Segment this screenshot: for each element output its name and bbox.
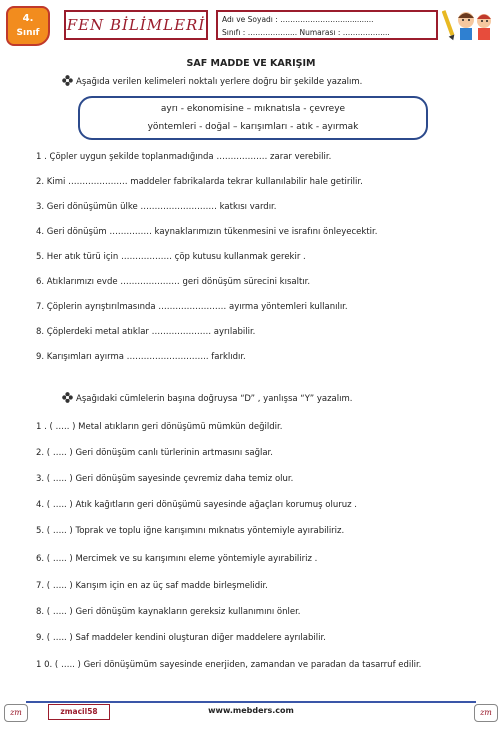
true-false-item-6: 6. ( ….. ) Mercimek ve su karışımını eleme yöntemiyle ayırabiliriz . <box>36 554 318 564</box>
true-false-item-1: 1 . ( ….. ) Metal atıkların geri dönüşümü mümkün değildir. <box>36 422 283 432</box>
footer-divider <box>26 701 476 703</box>
word-bank-line-2: yöntemleri - doğal – karışımları - atık - ayırmak <box>147 122 359 132</box>
left-zm-logo: zm <box>4 704 28 722</box>
section1-instruction <box>62 75 362 87</box>
true-false-item-2: 2. ( ….. ) Geri dönüşüm canlı türlerinin artmasını sağlar. <box>36 448 273 458</box>
true-false-item-3: 3. ( ….. ) Geri dönüşüm sayesinde çevremiz daha temiz olur. <box>36 474 294 484</box>
student-info-box <box>216 10 438 40</box>
fill-blank-item-7: 7. Çöplerin ayrıştırılmasında …………………… ayırma yöntemleri kullanılır. <box>36 302 348 312</box>
subject-title: FEN BİLİMLERİ <box>64 10 208 40</box>
class-line: Sınıfı : ……………..... Numarası : …………….... <box>222 28 390 37</box>
flower-bullet-icon <box>62 392 73 403</box>
footer <box>4 698 498 724</box>
true-false-item-4: 4. ( ….. ) Atık kağıtların geri dönüşümü sayesinde ağaçları korumuş oluruz . <box>36 500 357 510</box>
word-bank-line-1: ayrı - ekonomisine – mıknatısla - çevreye <box>160 104 346 114</box>
true-false-item-8: 8. ( ….. ) Geri dönüşüm kaynakların gereksiz kullanımını önler. <box>36 607 301 617</box>
grade-unit: Sınıf <box>16 28 40 38</box>
name-line: Adı ve Soyadı : …………………….............. <box>222 15 374 24</box>
fill-blank-item-5: 5. Her atık türü için ……………… çöp kutusu kullanmak gerekir . <box>36 252 306 262</box>
fill-blank-item-8: 8. Çöplerdeki metal atıklar ………………… ayrılabilir. <box>36 327 256 337</box>
true-false-item-10: 1 0. ( ….. ) Geri dönüşümüm sayesinde enerjiden, zamandan ve paradan da tasarruf edilir. <box>36 660 422 670</box>
flower-bullet-icon <box>62 75 73 86</box>
students-illustration-icon <box>442 6 496 42</box>
fill-blank-item-2: 2. Kimi ………………… maddeler fabrikalarda tekrar kullanılabilir hale getirilir. <box>36 177 363 187</box>
fill-blank-item-3: 3. Geri dönüşümün ülke ……………………… katkısı vardır. <box>36 202 277 212</box>
grade-badge <box>6 6 50 46</box>
true-false-item-5: 5. ( ….. ) Toprak ve toplu iğne karışımını mıknatıs yöntemiyle ayırabiliriz. <box>36 526 345 536</box>
worksheet-code: zmacil58 <box>48 704 110 720</box>
right-zm-logo: zm <box>474 704 498 722</box>
fill-blank-item-6: 6. Atıklarımızı evde ………………… geri dönüşüm sürecini kısaltır. <box>36 277 311 287</box>
section2-instruction-text: Aşağıdaki cümlelerin başına doğruysa “D” , yanlışsa “Y” yazalım. <box>76 394 353 404</box>
section2-instruction <box>62 392 352 404</box>
word-bank <box>78 96 428 140</box>
true-false-item-7: 7. ( ….. ) Karışım için en az üç saf madde birleşmelidir. <box>36 581 268 591</box>
header <box>6 6 496 44</box>
fill-blank-item-1: 1 . Çöpler uygun şekilde toplanmadığında ……………… zarar verebilir. <box>36 152 332 162</box>
section1-instruction-text: Aşağıda verilen kelimeleri noktalı yerlere doğru bir şekilde yazalım. <box>76 77 363 87</box>
true-false-item-9: 9. ( ….. ) Saf maddeler kendini oluşturan diğer maddelere ayrılabilir. <box>36 633 326 643</box>
fill-blank-item-9: 9. Karışımları ayırma ……………………….. farklıdır. <box>36 352 246 362</box>
fill-blank-item-4: 4. Geri dönüşüm …………… kaynaklarımızın tükenmesini ve israfını önleyecektir. <box>36 227 378 237</box>
page-title: SAF MADDE VE KARIŞIM <box>186 58 316 69</box>
grade-number: 4. <box>22 13 34 24</box>
website-link[interactable]: www.mebders.com <box>208 706 294 715</box>
